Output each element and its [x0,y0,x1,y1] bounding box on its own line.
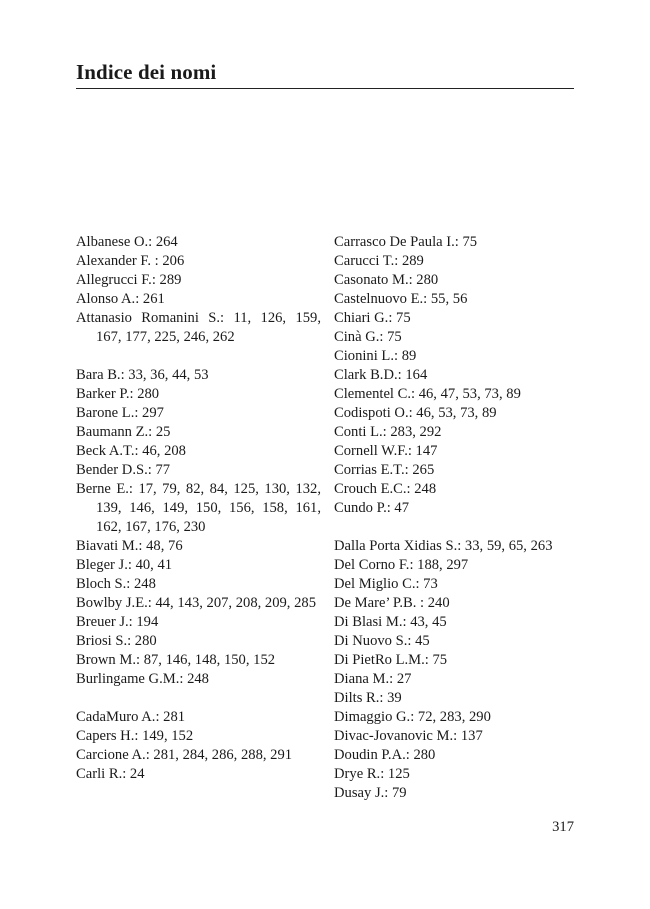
index-entry: Barone L.: 297 [76,405,164,421]
index-entry: Bloch S.: 248 [76,576,156,592]
index-entry: Divac-Jovanovic M.: 137 [334,728,483,744]
index-entry: Breuer J.: 194 [76,614,159,630]
index-entry: Del Corno F.: 188, 297 [334,557,469,573]
index-column-left [76,233,321,784]
title-divider [76,88,574,89]
index-entry: Del Miglio C.: 73 [334,576,438,592]
index-section-b [76,366,321,689]
index-entry: Doudin P.A.: 280 [334,747,436,763]
page-title: Indice dei nomi [76,60,217,84]
index-entry: Bender D.S.: 77 [76,462,171,478]
page-number: 317 [552,819,574,835]
index-entry: Clementel C.: 46, 47, 53, 73, 89 [334,386,521,402]
index-entry: Allegrucci F.: 289 [76,272,182,288]
index-entry: Carli R.: 24 [76,766,145,782]
index-entry: De Mare’ P.B. : 240 [334,595,450,611]
index-entry: Carucci T.: 289 [334,253,424,269]
index-entry: Barker P.: 280 [76,386,160,402]
index-section-d [334,537,579,803]
index-entry: Albanese O.: 264 [76,234,178,250]
index-entry: Biavati M.: 48, 76 [76,538,183,554]
index-entry: Cornell W.F.: 147 [334,443,438,459]
index-entry: Dilts R.: 39 [334,690,402,706]
index-entry: Cinà G.: 75 [334,329,402,345]
index-entry: Chiari G.: 75 [334,310,411,326]
index-entry: Di Nuovo S.: 45 [334,633,430,649]
index-entry: Codispoti O.: 46, 53, 73, 89 [334,405,497,421]
index-section-a [76,233,321,347]
index-entry: Briosi S.: 280 [76,633,157,649]
index-entry: Attanasio Romanini S.: 11, 126, 159, 167, 177, 225, 246, 262 [76,310,321,345]
index-column-right [334,233,579,803]
index-entry: Drye R.: 125 [334,766,410,782]
index-entry: Di PietRo L.M.: 75 [334,652,448,668]
index-entry: Bleger J.: 40, 41 [76,557,173,573]
index-entry: Cundo P.: 47 [334,500,410,516]
index-entry: Conti L.: 283, 292 [334,424,442,440]
index-entry: Crouch E.C.: 248 [334,481,437,497]
index-entry: Dimaggio G.: 72, 283, 290 [334,709,491,725]
index-entry: Casonato M.: 280 [334,272,439,288]
index-entry: Baumann Z.: 25 [76,424,171,440]
index-entry: Castelnuovo E.: 55, 56 [334,291,468,307]
index-entry: Carcione A.: 281, 284, 286, 288, 291 [76,747,293,763]
index-entry: Burlingame G.M.: 248 [76,671,209,687]
index-entry: Alexander F. : 206 [76,253,185,269]
index-entry: Beck A.T.: 46, 208 [76,443,186,459]
index-entry: Bowlby J.E.: 44, 143, 207, 208, 209, 285 [76,595,316,611]
index-entry: Alonso A.: 261 [76,291,165,307]
index-entry: Dalla Porta Xidias S.: 33, 59, 65, 263 [334,538,553,554]
index-entry: Berne E.: 17, 79, 82, 84, 125, 130, 132, 139, 146, 149, 150, 156, 158, 161, 162, 167, 176, 230 [76,481,321,535]
index-entry: CadaMuro A.: 281 [76,709,186,725]
index-section-c [76,708,321,784]
index-entry: Cionini L.: 89 [334,348,417,364]
index-entry: Clark B.D.: 164 [334,367,428,383]
index-entry: Brown M.: 87, 146, 148, 150, 152 [76,652,276,668]
index-entry: Bara B.: 33, 36, 44, 53 [76,367,209,383]
index-entry: Corrias E.T.: 265 [334,462,435,478]
index-section-c-continued [334,233,579,518]
index-entry: Carrasco De Paula I.: 75 [334,234,478,250]
index-entry: Dusay J.: 79 [334,785,407,801]
index-entry: Capers H.: 149, 152 [76,728,194,744]
index-entry: Diana M.: 27 [334,671,412,687]
index-entry: Di Blasi M.: 43, 45 [334,614,447,630]
